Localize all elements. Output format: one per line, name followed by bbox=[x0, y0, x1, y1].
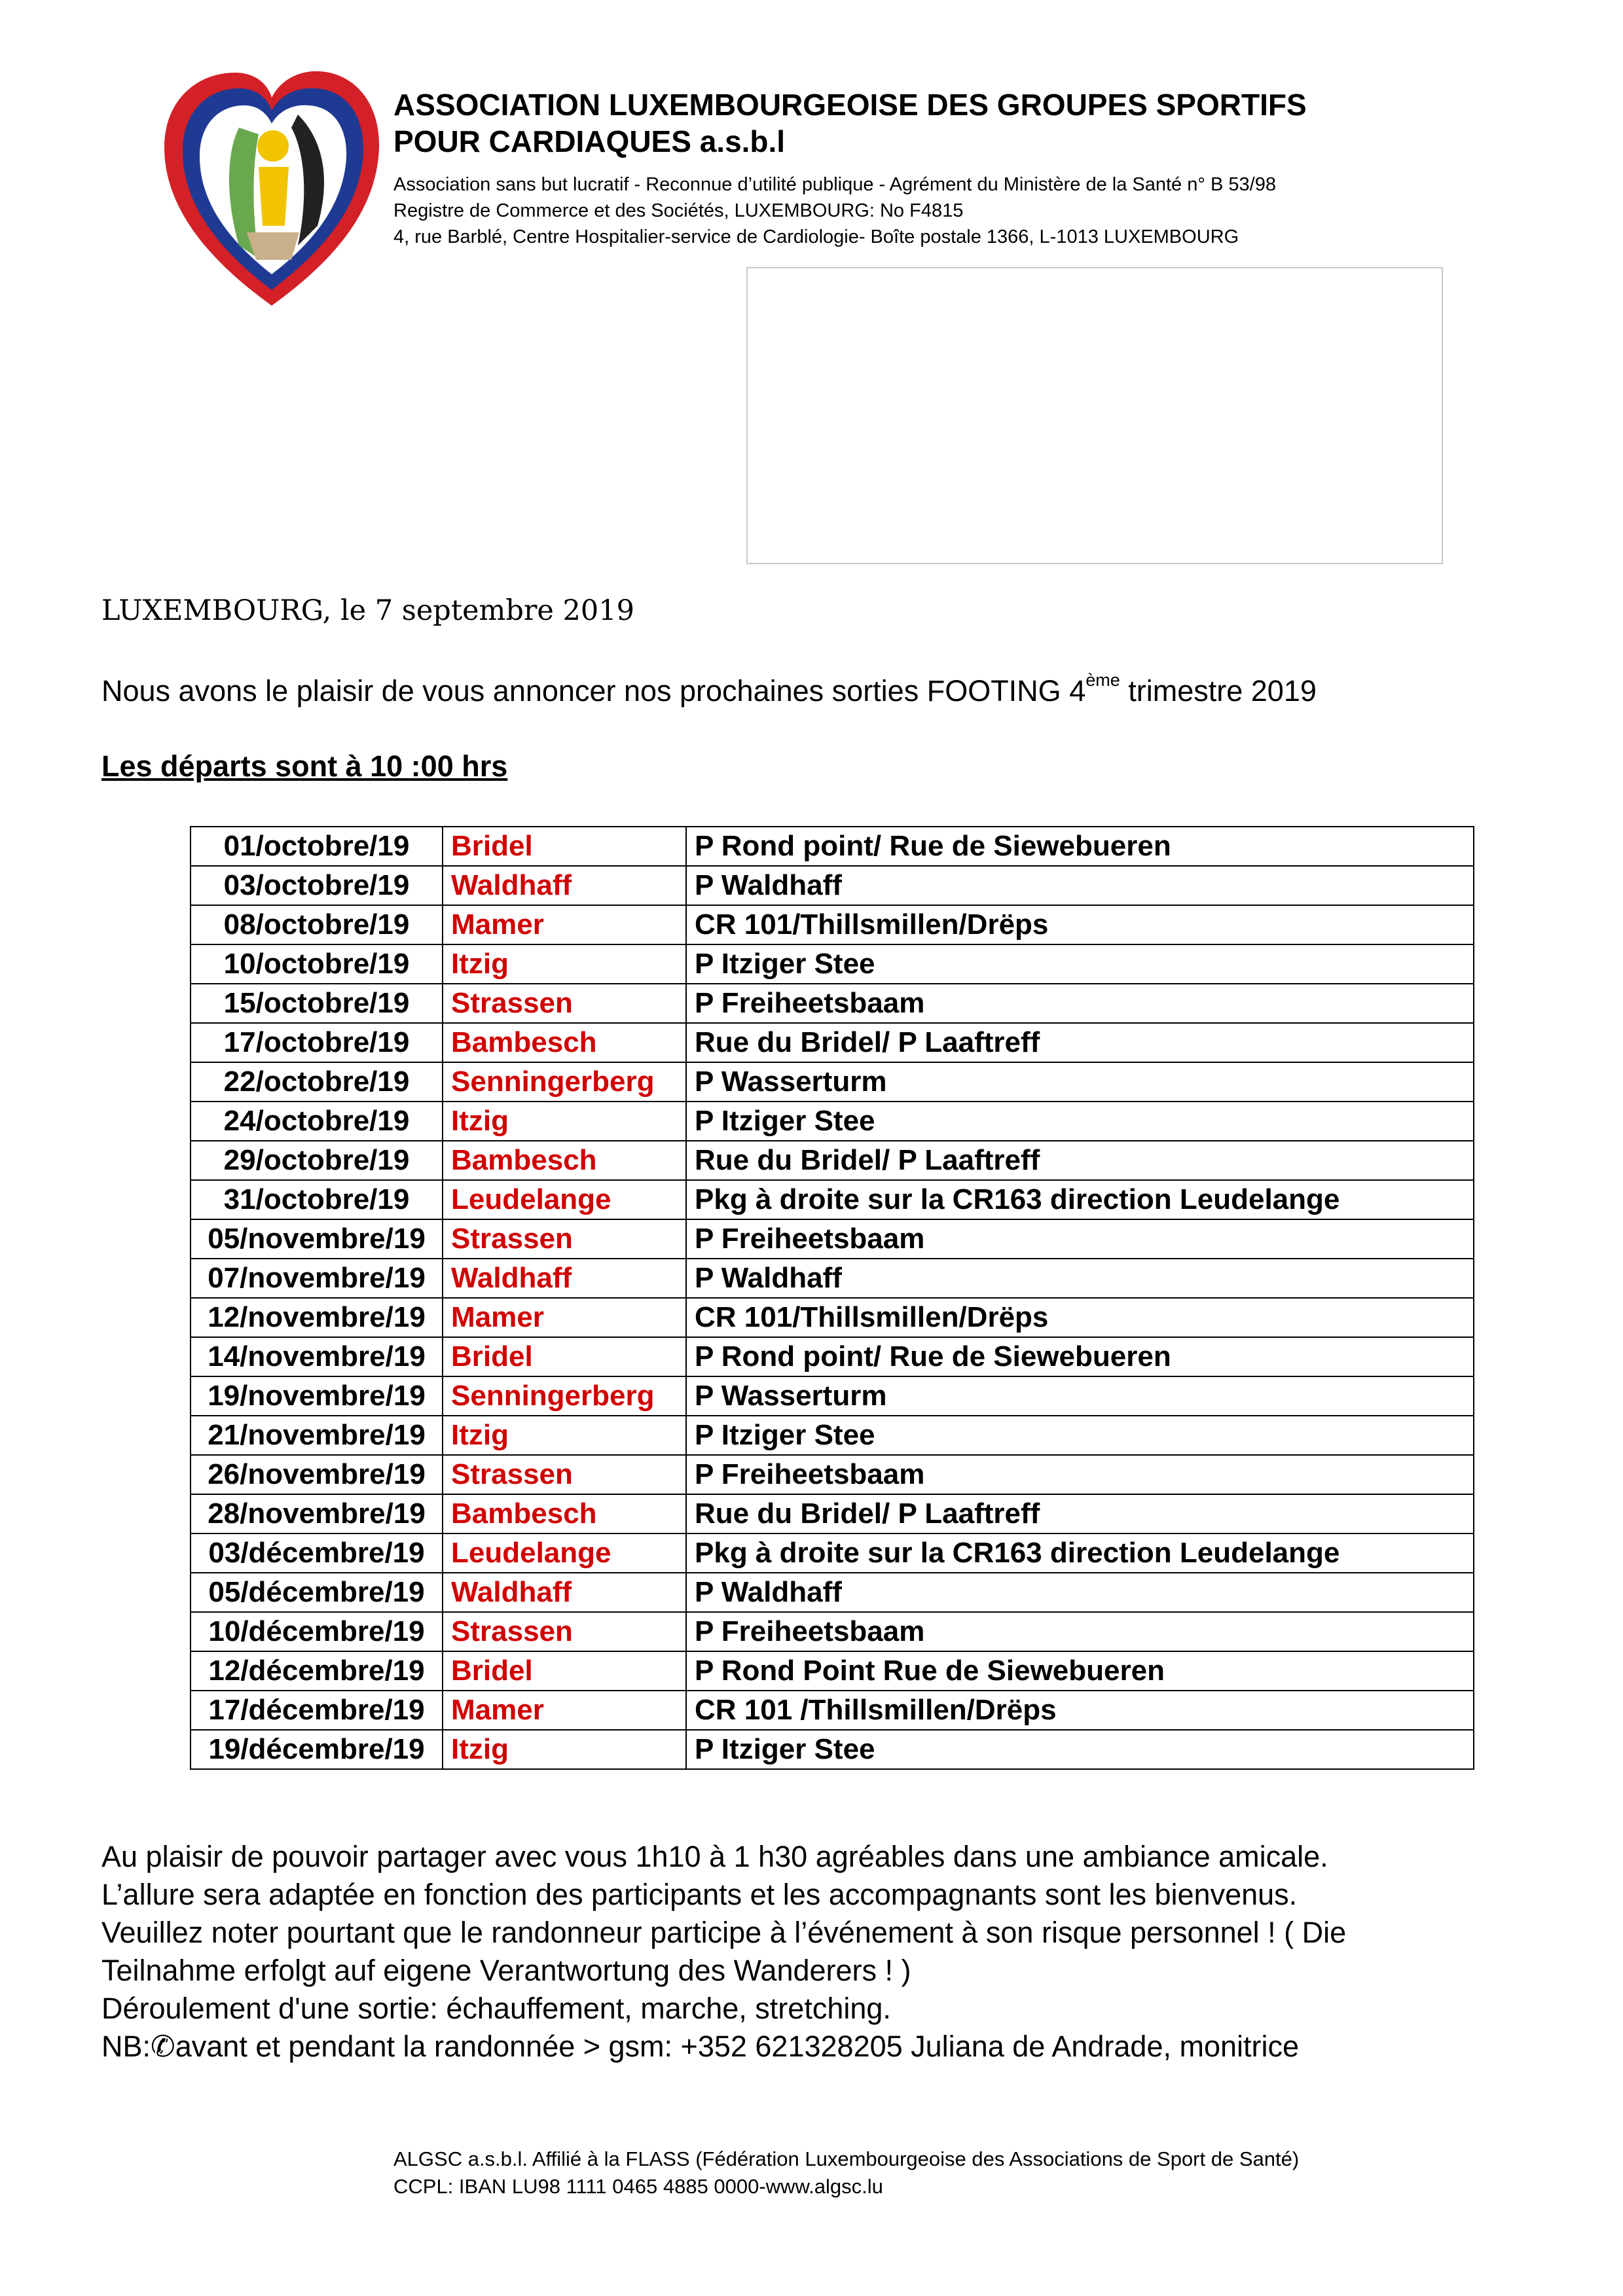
table-row bbox=[191, 866, 1474, 905]
schedule-place-cell: Bambesch bbox=[443, 1494, 686, 1534]
nb-text: avant et pendant la randonnée > gsm: +352 621328205 Juliana de Andrade, monitrice bbox=[175, 2030, 1300, 2063]
schedule-meeting-cell: P Freiheetsbaam bbox=[686, 1455, 1474, 1494]
heart-logo-icon bbox=[160, 69, 383, 311]
schedule-date-cell: 31/octobre/19 bbox=[191, 1180, 443, 1219]
departs-heading: Les départs sont à 10 :00 hrs bbox=[101, 749, 508, 783]
announcement-text: Nous avons le plaisir de vous annoncer nos prochaines sorties FOOTING 4 bbox=[101, 674, 1086, 708]
table-row bbox=[191, 1376, 1474, 1416]
schedule-place-cell: Bambesch bbox=[443, 1141, 686, 1180]
table-row bbox=[191, 1730, 1474, 1769]
schedule-place-cell: Leudelange bbox=[443, 1534, 686, 1573]
nb-line bbox=[101, 2028, 1542, 2066]
schedule-date-cell: 17/octobre/19 bbox=[191, 1023, 443, 1062]
table-row bbox=[191, 1573, 1474, 1612]
schedule-place-cell: Bridel bbox=[443, 1651, 686, 1691]
schedule-date-cell: 12/décembre/19 bbox=[191, 1651, 443, 1691]
schedule-place-cell: Strassen bbox=[443, 1219, 686, 1259]
announcement bbox=[101, 670, 1317, 708]
schedule-place-cell: Itzig bbox=[443, 1416, 686, 1455]
table-row bbox=[191, 1180, 1474, 1219]
schedule-meeting-cell: P Rond point/ Rue de Siewebueren bbox=[686, 827, 1474, 866]
closing-line: Au plaisir de pouvoir partager avec vous 1h10 à 1 h30 agréables dans une ambiance amicale. bbox=[101, 1840, 1328, 1873]
schedule-meeting-cell: Pkg à droite sur la CR163 direction Leudelange bbox=[686, 1534, 1474, 1573]
schedule-date-cell: 15/octobre/19 bbox=[191, 984, 443, 1023]
schedule-date-cell: 19/décembre/19 bbox=[191, 1730, 443, 1769]
schedule-meeting-cell: Rue du Bridel/ P Laaftreff bbox=[686, 1141, 1474, 1180]
schedule-place-cell: Senningerberg bbox=[443, 1376, 686, 1416]
schedule-meeting-cell: P Rond Point Rue de Siewebueren bbox=[686, 1651, 1474, 1691]
schedule-place-cell: Waldhaff bbox=[443, 1573, 686, 1612]
schedule-date-cell: 05/novembre/19 bbox=[191, 1219, 443, 1259]
table-row bbox=[191, 1494, 1474, 1534]
schedule-meeting-cell: P Wasserturm bbox=[686, 1376, 1474, 1416]
schedule-meeting-cell: P Itziger Stee bbox=[686, 1102, 1474, 1141]
nb-prefix: NB: bbox=[101, 2030, 151, 2063]
schedule-place-cell: Strassen bbox=[443, 1612, 686, 1651]
table-row bbox=[191, 1534, 1474, 1573]
schedule-meeting-cell: P Itziger Stee bbox=[686, 1730, 1474, 1769]
schedule-date-cell: 07/novembre/19 bbox=[191, 1259, 443, 1298]
schedule-place-cell: Strassen bbox=[443, 984, 686, 1023]
schedule-meeting-cell: P Waldhaff bbox=[686, 1573, 1474, 1612]
schedule-place-cell: Mamer bbox=[443, 1691, 686, 1730]
closing-line: Veuillez noter pourtant que le randonneur participe à l’événement à son risque personnel ! ( Die bbox=[101, 1916, 1347, 1949]
closing-text bbox=[101, 1838, 1542, 2066]
schedule-place-cell: Itzig bbox=[443, 1730, 686, 1769]
schedule-date-cell: 22/octobre/19 bbox=[191, 1062, 443, 1102]
schedule-date-cell: 08/octobre/19 bbox=[191, 905, 443, 944]
association-title-line1: ASSOCIATION LUXEMBOURGEOISE DES GROUPES SPORTIFS bbox=[393, 88, 1307, 122]
table-row bbox=[191, 1259, 1474, 1298]
schedule-date-cell: 24/octobre/19 bbox=[191, 1102, 443, 1141]
schedule-meeting-cell: P Freiheetsbaam bbox=[686, 1612, 1474, 1651]
schedule-date-cell: 03/décembre/19 bbox=[191, 1534, 443, 1573]
schedule-meeting-cell: CR 101/Thillsmillen/Drëps bbox=[686, 905, 1474, 944]
schedule-date-cell: 14/novembre/19 bbox=[191, 1337, 443, 1376]
table-row bbox=[191, 1691, 1474, 1730]
schedule-meeting-cell: Rue du Bridel/ P Laaftreff bbox=[686, 1494, 1474, 1534]
association-title-line2: POUR CARDIAQUES a.s.b.l bbox=[393, 124, 786, 158]
schedule-meeting-cell: CR 101/Thillsmillen/Drëps bbox=[686, 1298, 1474, 1337]
announcement-text-end: trimestre 2019 bbox=[1120, 674, 1317, 708]
table-row bbox=[191, 827, 1474, 866]
table-row bbox=[191, 1651, 1474, 1691]
table-row bbox=[191, 1416, 1474, 1455]
table-row bbox=[191, 1023, 1474, 1062]
schedule-place-cell: Mamer bbox=[443, 1298, 686, 1337]
schedule-place-cell: Waldhaff bbox=[443, 866, 686, 905]
schedule-place-cell: Itzig bbox=[443, 1102, 686, 1141]
schedule-date-cell: 26/novembre/19 bbox=[191, 1455, 443, 1494]
schedule-meeting-cell: P Waldhaff bbox=[686, 1259, 1474, 1298]
table-row bbox=[191, 984, 1474, 1023]
table-row bbox=[191, 1219, 1474, 1259]
schedule-meeting-cell: P Freiheetsbaam bbox=[686, 1219, 1474, 1259]
schedule-date-cell: 01/octobre/19 bbox=[191, 827, 443, 866]
table-row bbox=[191, 1298, 1474, 1337]
table-row bbox=[191, 1141, 1474, 1180]
schedule-meeting-cell: P Itziger Stee bbox=[686, 944, 1474, 984]
schedule-meeting-cell: CR 101 /Thillsmillen/Drëps bbox=[686, 1691, 1474, 1730]
phone-icon: ✆ bbox=[151, 2030, 175, 2063]
schedule-place-cell: Strassen bbox=[443, 1455, 686, 1494]
association-title bbox=[393, 86, 1307, 160]
table-row bbox=[191, 1102, 1474, 1141]
schedule-date-cell: 10/octobre/19 bbox=[191, 944, 443, 984]
schedule-date-cell: 21/novembre/19 bbox=[191, 1416, 443, 1455]
association-info-line3: 4, rue Barblé, Centre Hospitalier-service de Cardiologie- Boîte postale 1366, L-1013 LUXEMBOURG bbox=[393, 226, 1239, 247]
announcement-superscript: ème bbox=[1085, 670, 1120, 690]
schedule-place-cell: Bridel bbox=[443, 1337, 686, 1376]
schedule-date-cell: 03/octobre/19 bbox=[191, 866, 443, 905]
footer bbox=[393, 2145, 1299, 2200]
footer-line2: CCPL: IBAN LU98 1111 0465 4885 0000-www.algsc.lu bbox=[393, 2175, 883, 2198]
table-row bbox=[191, 1455, 1474, 1494]
schedule-place-cell: Itzig bbox=[443, 944, 686, 984]
schedule-date-cell: 10/décembre/19 bbox=[191, 1612, 443, 1651]
schedule-meeting-cell: Rue du Bridel/ P Laaftreff bbox=[686, 1023, 1474, 1062]
schedule-date-cell: 29/octobre/19 bbox=[191, 1141, 443, 1180]
closing-line: Déroulement d'une sortie: échauffement, marche, stretching. bbox=[101, 1992, 891, 2025]
schedule-meeting-cell: P Waldhaff bbox=[686, 866, 1474, 905]
association-info-line2: Registre de Commerce et des Sociétés, LUXEMBOURG: No F4815 bbox=[393, 200, 964, 221]
schedule-meeting-cell: P Rond point/ Rue de Siewebueren bbox=[686, 1337, 1474, 1376]
schedule-date-cell: 28/novembre/19 bbox=[191, 1494, 443, 1534]
schedule-meeting-cell: P Freiheetsbaam bbox=[686, 984, 1474, 1023]
association-info-line1: Association sans but lucratif - Reconnue d’utilité publique - Agrément du Ministère de la Santé n° B 53/98 bbox=[393, 174, 1276, 195]
table-row bbox=[191, 1337, 1474, 1376]
footer-line1: ALGSC a.s.b.l. Affilié à la FLASS (Fédération Luxembourgeoise des Associations de Sport de Santé) bbox=[393, 2147, 1300, 2170]
table-row bbox=[191, 905, 1474, 944]
table-row bbox=[191, 1062, 1474, 1102]
schedule-meeting-cell: Pkg à droite sur la CR163 direction Leudelange bbox=[686, 1180, 1474, 1219]
closing-line: Teilnahme erfolgt auf eigene Verantwortung des Wanderers ! ) bbox=[101, 1954, 911, 1987]
schedule-place-cell: Waldhaff bbox=[443, 1259, 686, 1298]
closing-line: L’allure sera adaptée en fonction des participants et les accompagnants sont les bienvenus. bbox=[101, 1878, 1298, 1911]
letter-date: LUXEMBOURG, le 7 septembre 2019 bbox=[101, 594, 634, 627]
schedule-place-cell: Bambesch bbox=[443, 1023, 686, 1062]
table-row bbox=[191, 944, 1474, 984]
schedule-date-cell: 17/décembre/19 bbox=[191, 1691, 443, 1730]
table-row bbox=[191, 1612, 1474, 1651]
schedule-date-cell: 19/novembre/19 bbox=[191, 1376, 443, 1416]
schedule-place-cell: Bridel bbox=[443, 827, 686, 866]
association-info bbox=[393, 171, 1276, 250]
schedule-meeting-cell: P Wasserturm bbox=[686, 1062, 1474, 1102]
schedule-date-cell: 05/décembre/19 bbox=[191, 1573, 443, 1612]
schedule-place-cell: Leudelange bbox=[443, 1180, 686, 1219]
schedule-meeting-cell: P Itziger Stee bbox=[686, 1416, 1474, 1455]
schedule-place-cell: Mamer bbox=[443, 905, 686, 944]
address-window-box bbox=[746, 267, 1443, 564]
schedule-date-cell: 12/novembre/19 bbox=[191, 1298, 443, 1337]
schedule-table bbox=[190, 826, 1474, 1770]
schedule-place-cell: Senningerberg bbox=[443, 1062, 686, 1102]
